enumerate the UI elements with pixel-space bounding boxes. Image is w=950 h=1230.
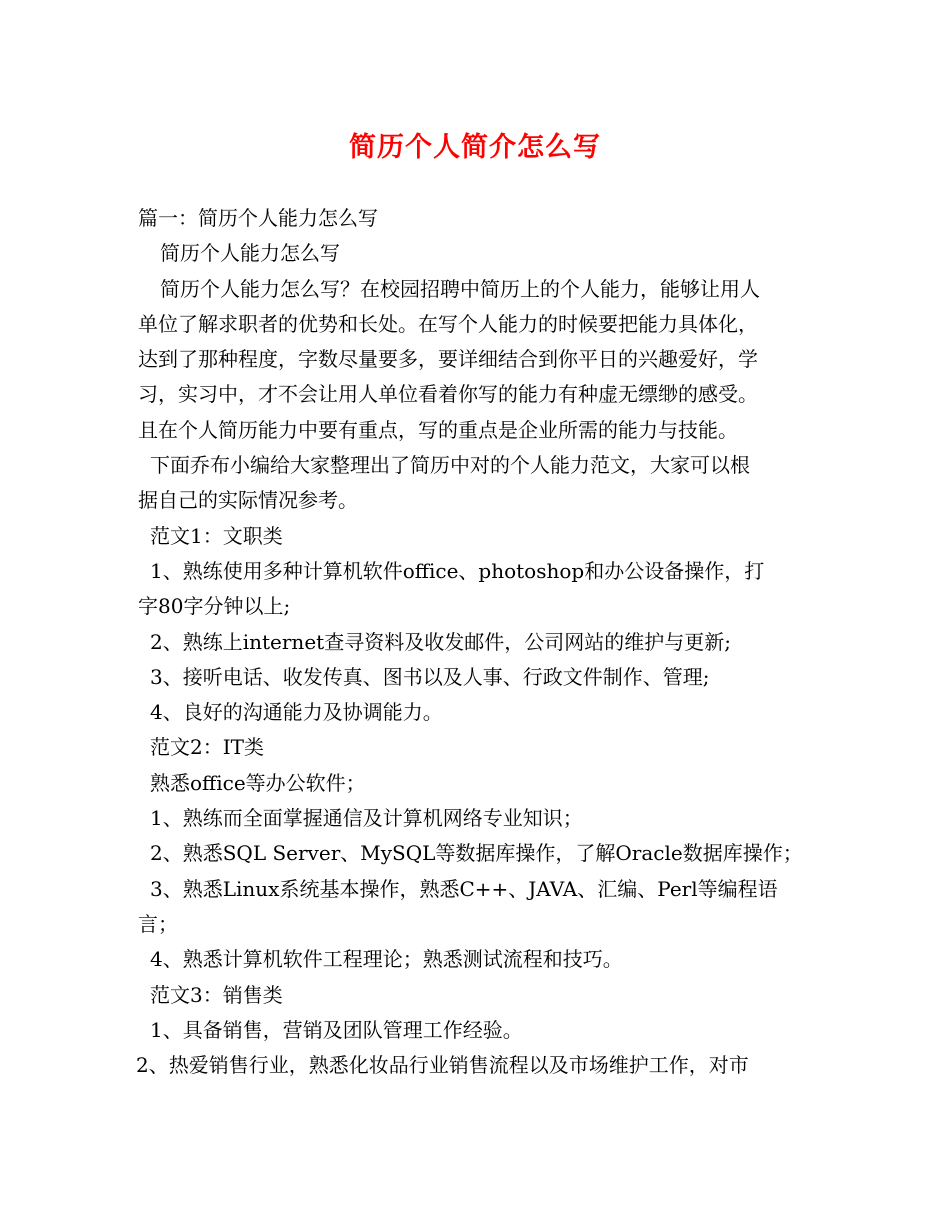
example-1-heading: 范文1：文职类 [150,523,283,548]
lead-line: 下面乔布小编给大家整理出了简历中对的个人能力范文，大家可以根 [150,453,750,478]
example-2-heading: 范文2：IT类 [150,735,264,760]
lead-paragraph [138,448,818,519]
example-3-item: 2、热爱销售行业，熟悉化妆品行业销售流程以及市场维护工作，对市 [136,1053,749,1078]
example-3-item: 1、具备销售，营销及团队管理工作经验。 [150,1017,523,1042]
example-1-item: 2、熟练上internet查寻资料及收发邮件，公司网站的维护与更新; [150,629,731,654]
example-2-item: 4、熟悉计算机软件工程理论；熟悉测试流程和技巧。 [150,947,623,972]
example-2-item: 3、熟悉Linux系统基本操作，熟悉C++、JAVA、汇编、Perl等编程语 [150,876,778,901]
example-2-item-continuation: 言； [138,911,178,936]
intro-line: 且在个人简历能力中要有重点，写的重点是企业所需的能力与技能。 [138,417,738,442]
lead-line: 据自己的实际情况参考。 [138,488,358,513]
example-1-item: 1、熟练使用多种计算机软件office、photoshop和办公设备操作，打 [150,558,765,583]
example-3-heading: 范文3：销售类 [150,982,283,1007]
intro-line: 达到了那种程度，字数尽量要多，要详细结合到你平日的兴趣爱好，学 [138,347,758,372]
intro-line: 单位了解求职者的优势和长处。在写个人能力的时候要把能力具体化， [138,311,758,336]
example-1-section [138,519,818,731]
document-body [138,201,818,1083]
example-1-item: 3、接听电话、收发传真、图书以及人事、行政文件制作、管理; [150,664,710,689]
example-1-item-continuation: 字80字分钟以上; [138,594,291,619]
example-2-item: 2、熟悉SQL Server、MySQL等数据库操作，了解Oracle数据库操作； [150,841,803,866]
document-title: 简历个人简介怎么写 [349,132,601,163]
example-2-intro: 熟悉office等办公软件； [150,770,366,795]
intro-line: 习，实习中，才不会让用人单位看着你写的能力有种虚无缥缈的感受。 [138,382,758,407]
section-heading: 篇一：简历个人能力怎么写 [138,206,378,230]
example-2-section [138,730,818,977]
subheading: 简历个人能力怎么写 [160,241,340,266]
intro-line: 简历个人能力怎么写？在校园招聘中简历上的个人能力，能够让用人 [160,276,760,301]
intro-paragraph [138,272,818,448]
example-1-item: 4、良好的沟通能力及协调能力。 [150,700,443,725]
example-2-item: 1、熟练而全面掌握通信及计算机网络专业知识； [150,806,583,831]
example-3-section [138,978,818,1084]
